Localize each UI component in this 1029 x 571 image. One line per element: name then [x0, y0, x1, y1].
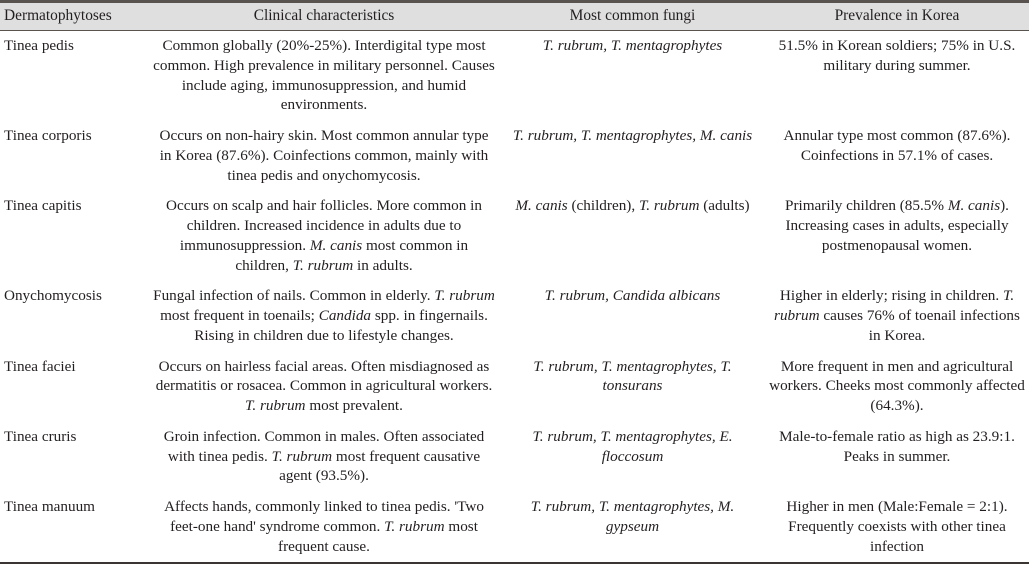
column-header-clinical-characteristics: Clinical characteristics [148, 2, 500, 31]
cell-most-common-fungi: T. rubrum, T. mentagrophytes, T. tonsurans [533, 357, 732, 395]
cell-dermatophytosis: Tinea pedis [4, 37, 74, 55]
table-body [0, 31, 1029, 564]
table-row [0, 281, 1029, 351]
cell-prevalence-in-korea: Higher in men (Male:Female = 2:1). Frequently coexists with other tinea infection [765, 492, 1029, 563]
table-row [0, 191, 1029, 281]
cell-prevalence-in-korea: Male-to-female ratio as high as 23.9:1. Peaks in summer. [779, 427, 1015, 465]
cell-most-common-fungi: T. rubrum, T. mentagrophytes, E. floccosum [532, 427, 733, 465]
cell-most-common-fungi: T. rubrum, T. mentagrophytes, M. canis [512, 127, 753, 145]
cell-clinical-characteristics: Common globally (20%-25%). Interdigital type most common. High prevalence in military personnel. Causes include aging, immunosuppression, and humid environments. [153, 37, 495, 114]
column-header-dermatophytoses: Dermatophytoses [0, 2, 148, 31]
table-header [0, 2, 1029, 31]
cell-prevalence-in-korea: More frequent in men and agricultural workers. Cheeks most commonly affected (64.3%). [769, 357, 1025, 415]
cell-dermatophytosis: Tinea corporis [4, 127, 92, 145]
cell-prevalence-in-korea: 51.5% in Korean soldiers; 75% in U.S. military during summer. [778, 37, 1016, 74]
cell-clinical-characteristics: Occurs on hairless facial areas. Often misdiagnosed as dermatitis or rosacea. Common in agricultural workers. T. rubrum most prevalent. [155, 357, 493, 415]
cell-dermatophytosis: Tinea faciei [4, 357, 76, 375]
cell-clinical-characteristics: Affects hands, commonly linked to tinea pedis. 'Two feet-one hand' syndrome common. T. rubrum most frequent cause. [148, 492, 500, 563]
cell-dermatophytosis: Tinea capitis [4, 197, 82, 215]
table-row [0, 422, 1029, 492]
cell-most-common-fungi: M. canis (children), T. rubrum (adults) [515, 197, 750, 215]
cell-clinical-characteristics: Occurs on non-hairy skin. Most common annular type in Korea (87.6%). Coinfections common, mainly with tinea pedis and onychomycosis. [159, 127, 489, 184]
column-header-prevalence-in-korea: Prevalence in Korea [765, 2, 1029, 31]
cell-clinical-characteristics: Fungal infection of nails. Common in elderly. T. rubrum most frequent in toenails; Candida spp. in fingernails. Rising in children due to lifestyle changes. [153, 287, 495, 344]
cell-clinical-characteristics: Groin infection. Common in males. Often associated with tinea pedis. T. rubrum most frequent causative agent (93.5%). [163, 427, 485, 485]
cell-prevalence-in-korea: Primarily children (85.5% M. canis). Increasing cases in adults, especially postmenopausal women. [785, 197, 1009, 254]
cell-most-common-fungi: T. rubrum, T. mentagrophytes [542, 37, 723, 55]
table-row [0, 492, 1029, 563]
table-row [0, 352, 1029, 422]
cell-most-common-fungi: T. rubrum, T. mentagrophytes, M. gypseum [500, 492, 765, 563]
cell-prevalence-in-korea: Annular type most common (87.6%). Coinfections in 57.1% of cases. [783, 127, 1011, 164]
table-row [0, 121, 1029, 191]
table-row [0, 31, 1029, 122]
cell-most-common-fungi: T. rubrum, Candida albicans [544, 287, 721, 305]
cell-clinical-characteristics: Occurs on scalp and hair follicles. More common in children. Increased incidence in adults due to immunosuppression. M. canis most common in children, T. rubrum in adults. [166, 197, 482, 274]
cell-dermatophytosis: Tinea cruris [4, 427, 77, 445]
cell-prevalence-in-korea: Higher in elderly; rising in children. T. rubrum causes 76% of toenail infections in Korea. [774, 287, 1020, 344]
column-header-most-common-fungi: Most common fungi [500, 2, 765, 31]
cell-dermatophytosis: Tinea manuum [0, 492, 148, 563]
cell-dermatophytosis: Onychomycosis [4, 287, 102, 305]
header-row [0, 2, 1029, 31]
